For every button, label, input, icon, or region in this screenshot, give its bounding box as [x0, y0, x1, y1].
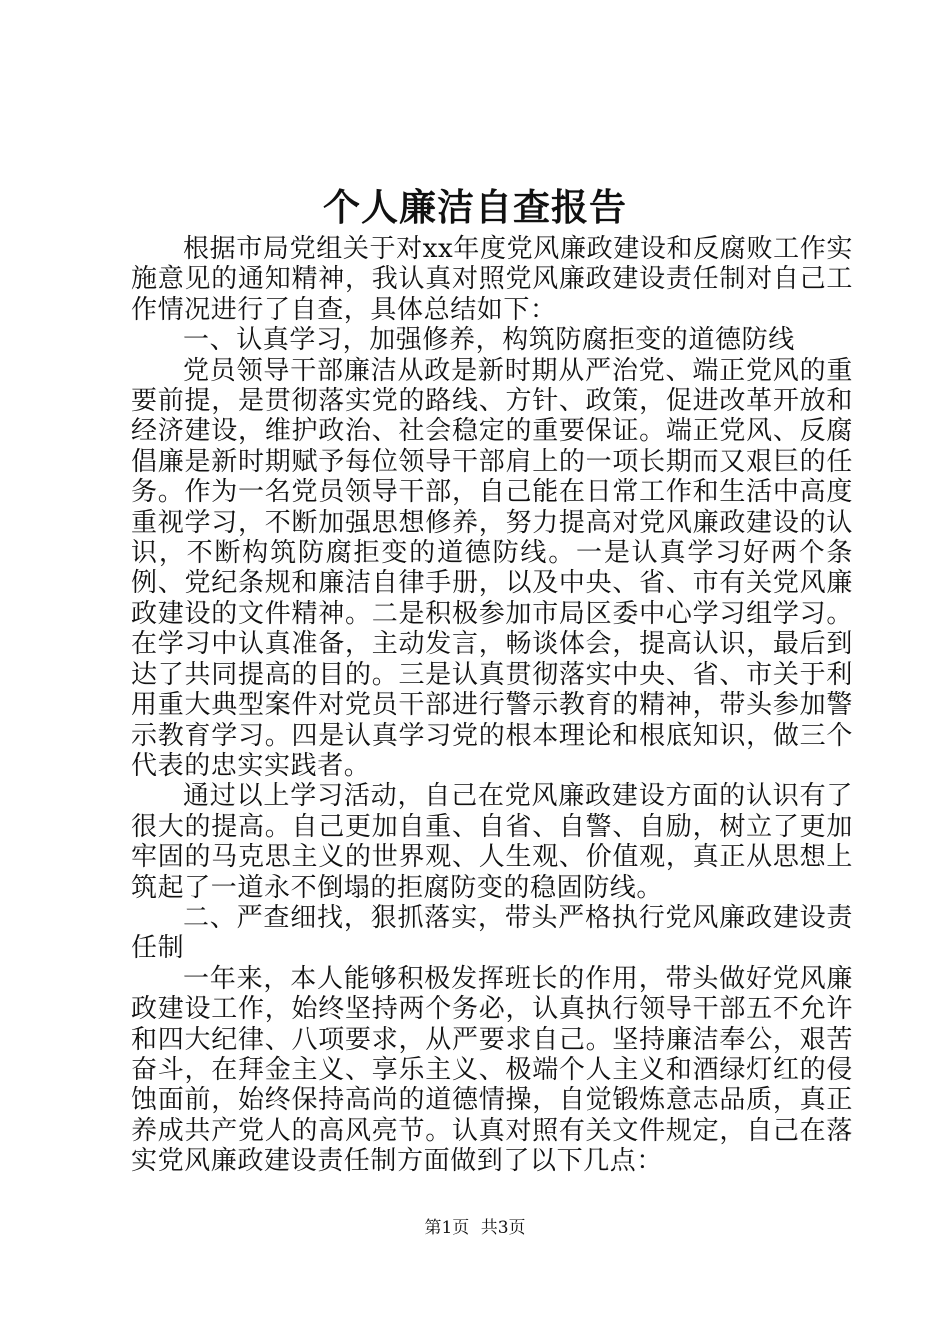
document-title: 个人廉洁自查报告 — [323, 185, 627, 229]
intro-paragraph: 根据市局党组关于对xx年度党风廉政建设和反腐败工作实施意见的通知精神，我认真对照党风廉政建设责任制对自己工作情况进行了自查，具体总结如下： — [131, 234, 853, 325]
body-paragraph: 通过以上学习活动，自己在党风廉政建设方面的认识有了很大的提高。自己更加自重、自省、自警、自励，树立了更加牢固的马克思主义的世界观、人生观、价值观，真正从思想上筑起了一道永不倒塌的拒腐防变的稳固防线。 — [131, 781, 853, 903]
section-heading-1: 一、认真学习，加强修养，构筑防腐拒变的道德防线 — [183, 325, 795, 356]
document-body — [131, 234, 853, 1177]
body-paragraph: 一年来，本人能够积极发挥班长的作用，带头做好党风廉政建设工作，始终坚持两个务必，认真执行领导干部五不允许和四大纪律、八项要求，从严要求自己。坚持廉洁奉公，艰苦奋斗，在拜金主义、享乐主义、极端个人主义和酒绿灯红的侵蚀面前，始终保持高尚的道德情操，自觉锻炼意志品质，真正养成共产党人的高风亮节。认真对照有关文件规定，自己在落实党风廉政建设责任制方面做到了以下几点： — [131, 963, 853, 1177]
page-number: 第1页 — [424, 1218, 470, 1238]
page-total: 共3页 — [480, 1218, 526, 1238]
body-paragraph: 党员领导干部廉洁从政是新时期从严治党、端正党风的重要前提，是贯彻落实党的路线、方针、政策，促进改革开放和经济建设，维护政治、社会稳定的重要保证。端正党风、反腐倡廉是新时期赋予每位领导干部肩上的一项长期而又艰巨的任务。作为一名党员领导干部，自己能在日常工作和生活中高度重视学习，不断加强思想修养，努力提高对党风廉政建设的认识，不断构筑防腐拒变的道德防线。一是认真学习好两个条例、党纪条规和廉洁自律手册，以及中央、省、市有关党风廉政建设的文件精神。二是积极参加市局区委中心学习组学习。在学习中认真准备，主动发言，畅谈体会，提高认识，最后到达了共同提高的目的。三是认真贯彻落实中央、省、市关于利用重大典型案件对党员干部进行警示教育的精神，带头参加警示教育学习。四是认真学习党的根本理论和根底知识，做三个代表的忠实实践者。 — [131, 355, 853, 781]
section-heading-2: 二、严查细找，狠抓落实，带头严格执行党风廉政建设责任制 — [131, 902, 853, 964]
page-footer — [0, 1216, 950, 1240]
